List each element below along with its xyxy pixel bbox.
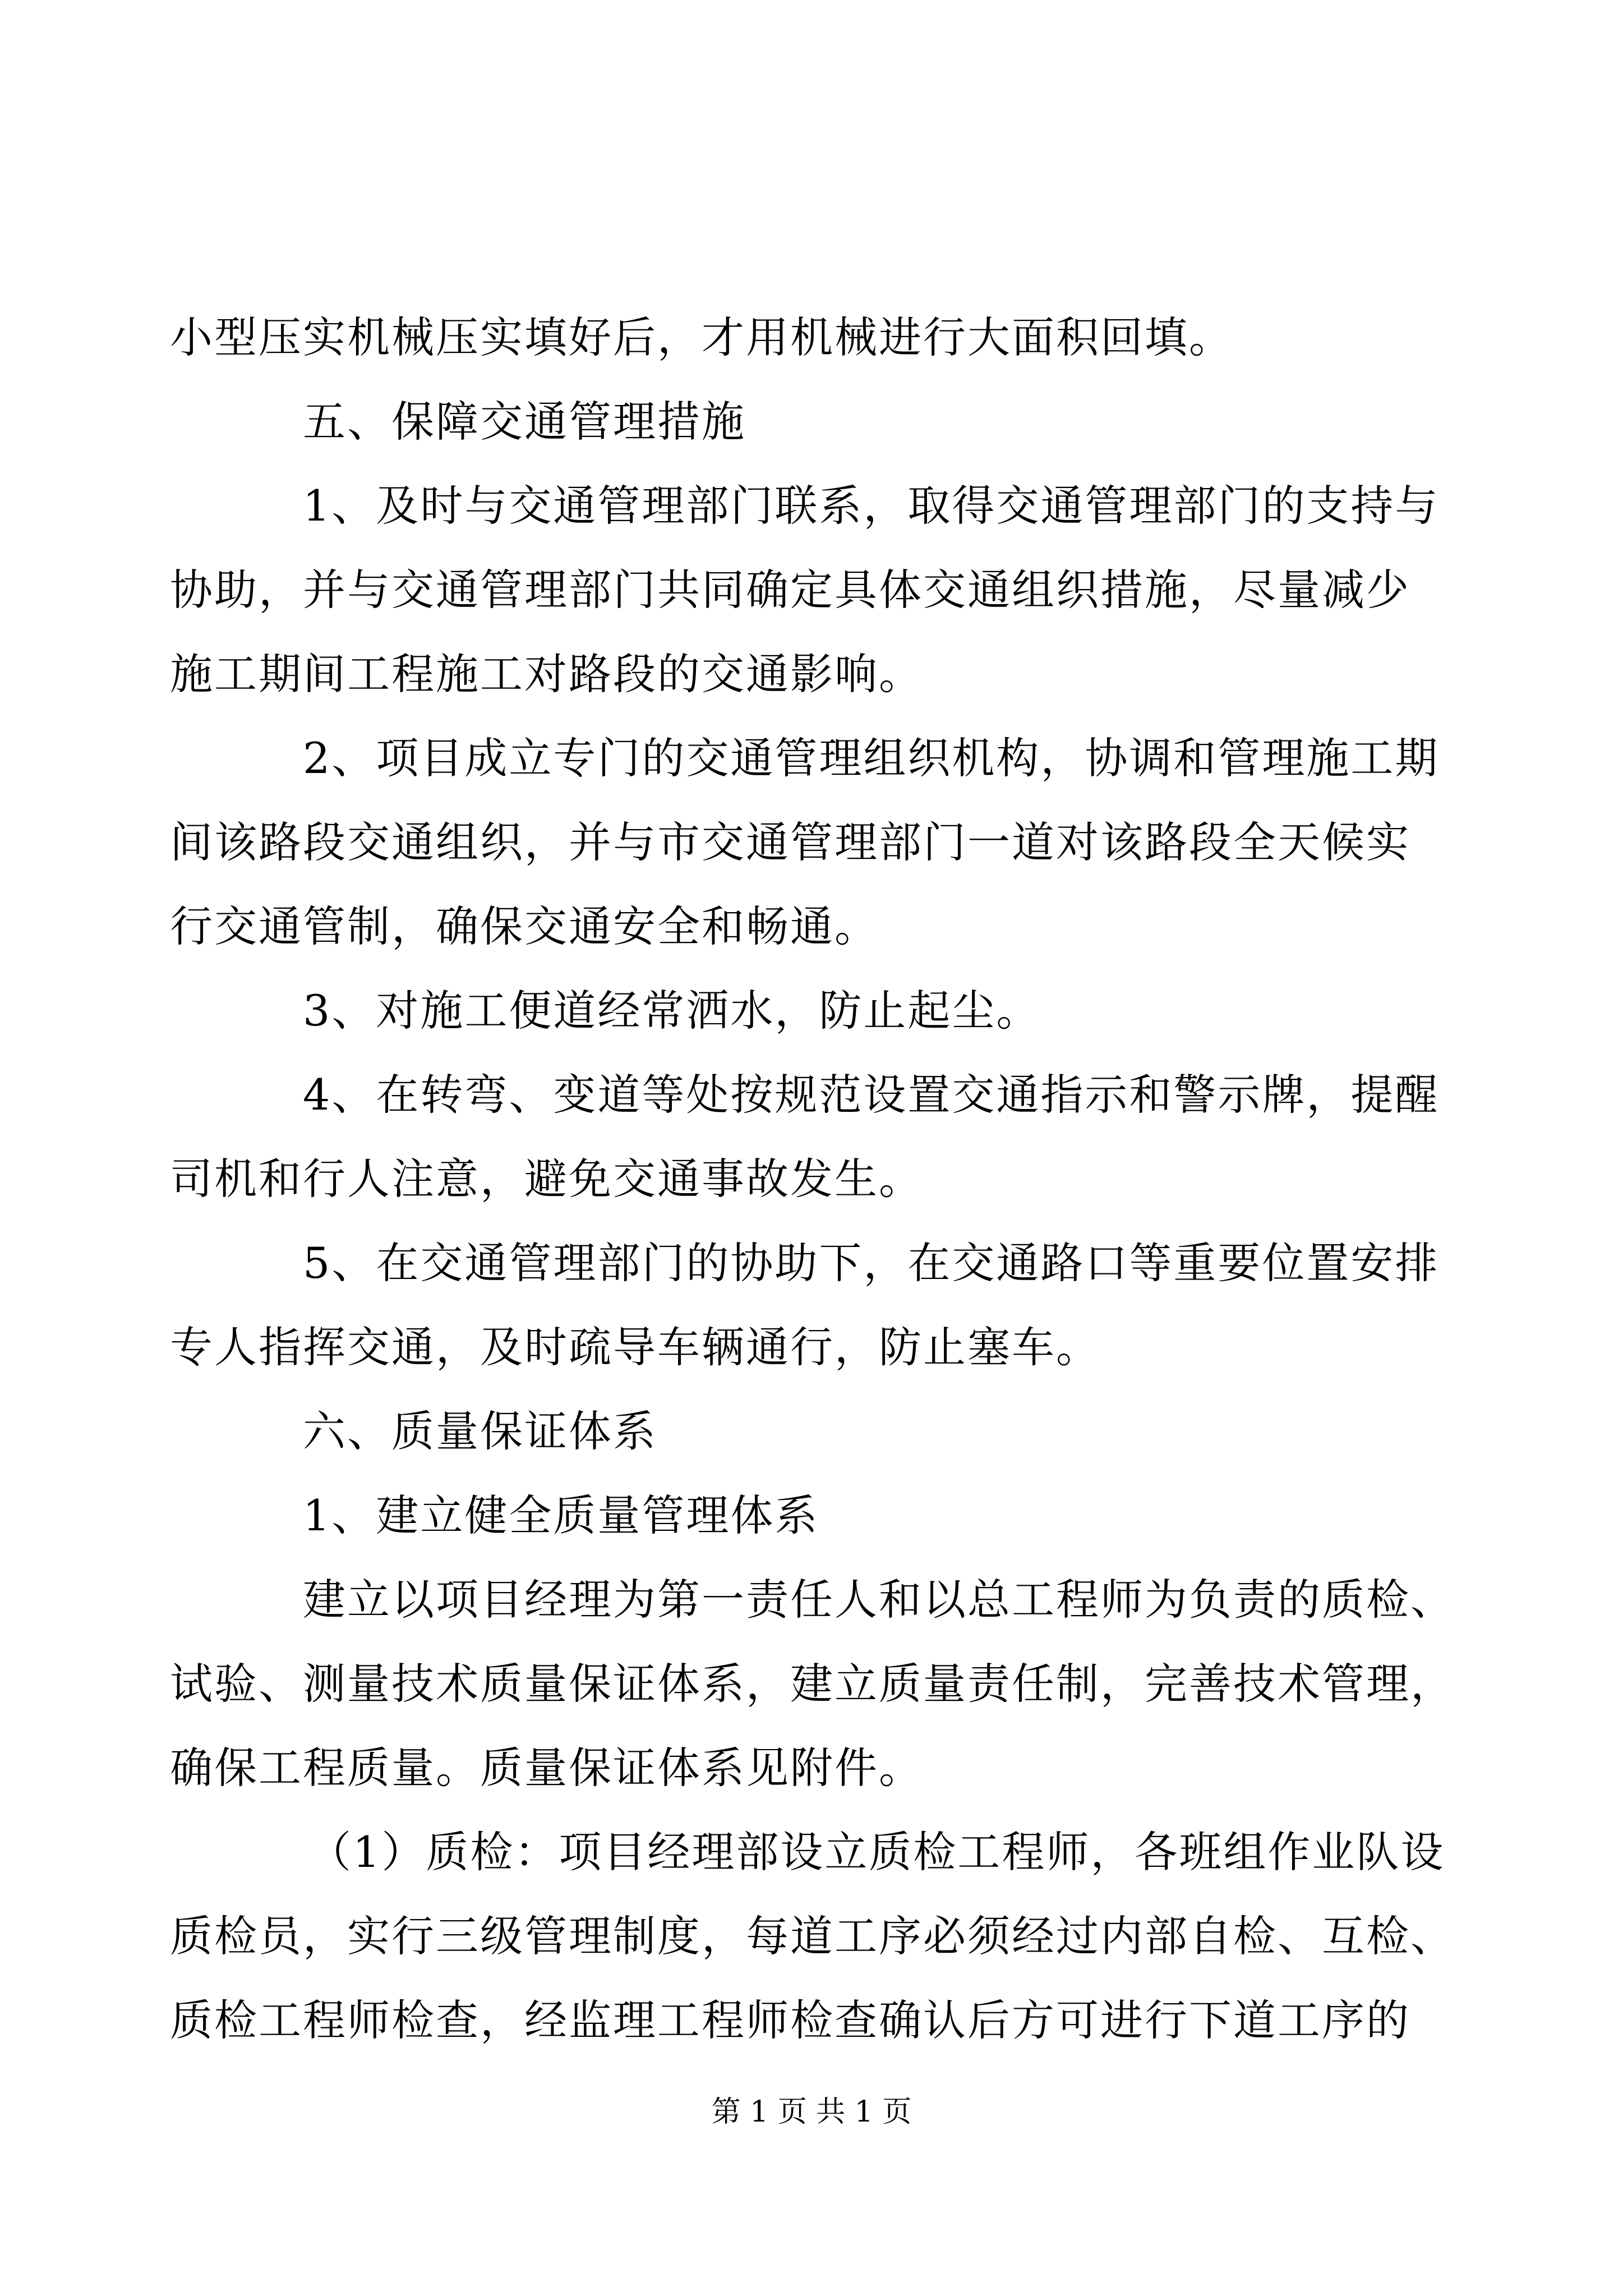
- page-footer: 第 1 页 共 1 页: [711, 2095, 912, 2129]
- text-line: 1、及时与交通管理部门联系，取得交通管理部门的支持与: [303, 481, 1440, 531]
- text-line: 质检员，实行三级管理制度，每道工序必须经过内部自检、互检、: [170, 1911, 1455, 1961]
- subsection-heading: 1、建立健全质量管理体系: [303, 1490, 819, 1540]
- text-line: （1）质检：项目经理部设立质检工程师，各班组作业队设: [308, 1827, 1445, 1877]
- text-line: 试验、测量技术质量保证体系，建立质量责任制，完善技术管理，: [170, 1659, 1455, 1709]
- text-line: 小型压实机械压实填好后，才用机械进行大面积回填。: [170, 312, 1233, 362]
- text-line: 间该路段交通组织，并与市交通管理部门一道对该路段全天候实: [170, 817, 1410, 867]
- text-line: 2、项目成立专门的交通管理组织机构，协调和管理施工期: [303, 733, 1440, 783]
- text-line: 3、对施工便道经常洒水，防止起尘。: [303, 986, 1041, 1036]
- text-line: 建立以项目经理为第一责任人和以总工程师为负责的质检、: [303, 1575, 1455, 1625]
- text-line: 专人指挥交通，及时疏导车辆通行，防止塞车。: [170, 1322, 1100, 1372]
- text-line: 5、在交通管理部门的协助下，在交通路口等重要位置安排: [303, 1238, 1440, 1288]
- text-line: 协助，并与交通管理部门共同确定具体交通组织措施，尽量减少: [170, 565, 1410, 615]
- text-line: 司机和行人注意，避免交通事故发生。: [170, 1154, 923, 1204]
- section-heading: 六、质量保证体系: [303, 1406, 657, 1456]
- text-line: 4、在转弯、变道等处按规范设置交通指示和警示牌，提醒: [303, 1070, 1440, 1120]
- section-heading: 五、保障交通管理措施: [303, 397, 746, 447]
- text-line: 行交通管制，确保交通安全和畅通。: [170, 901, 879, 951]
- text-line: 施工期间工程施工对路段的交通影响。: [170, 649, 923, 699]
- text-line: 质检工程师检查，经监理工程师检查确认后方可进行下道工序的: [170, 1995, 1410, 2045]
- text-line: 确保工程质量。质量保证体系见附件。: [170, 1743, 923, 1793]
